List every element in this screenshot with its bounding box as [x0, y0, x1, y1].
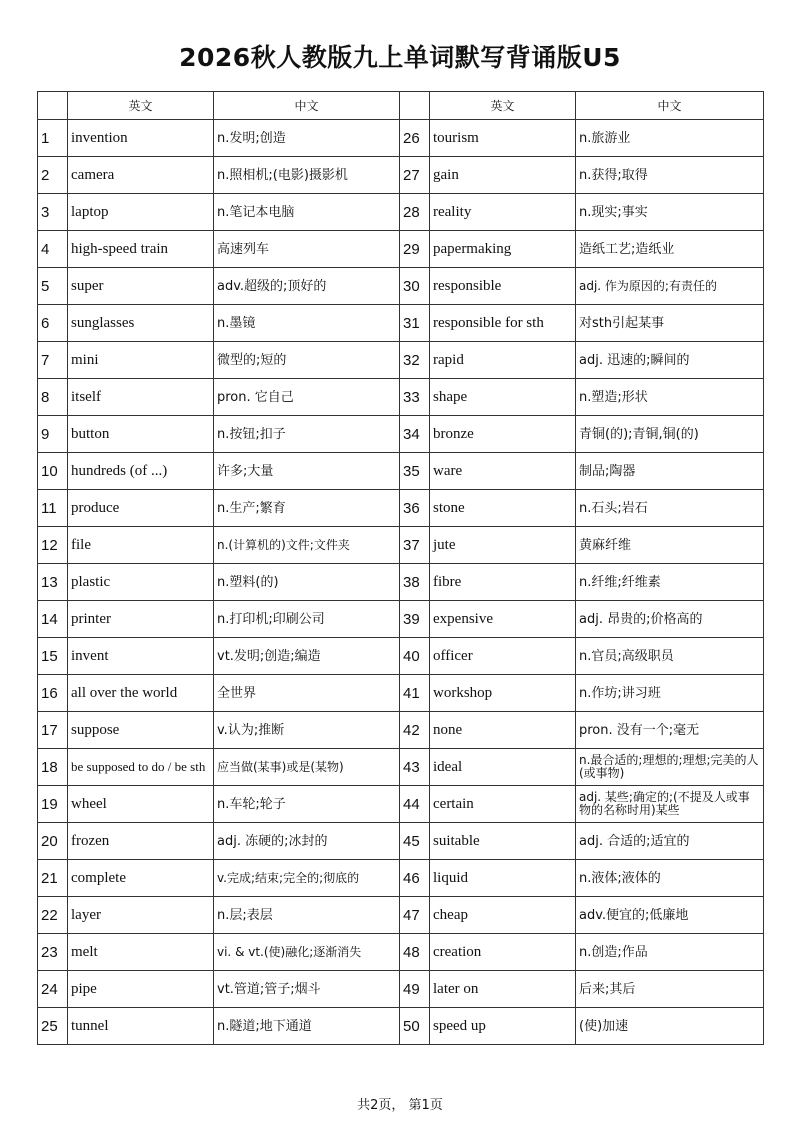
chinese-meaning: 全世界 — [214, 675, 400, 712]
header-english-left: 英文 — [68, 92, 214, 120]
word-number: 8 — [38, 379, 68, 416]
word-number: 25 — [38, 1008, 68, 1045]
english-word: be supposed to do / be sth — [68, 749, 214, 786]
chinese-meaning: n.现实;事实 — [576, 194, 764, 231]
english-word: bronze — [430, 416, 576, 453]
chinese-meaning: n.照相机;(电影)摄影机 — [214, 157, 400, 194]
word-number: 45 — [400, 823, 430, 860]
chinese-meaning: adj. 合适的;适宜的 — [576, 823, 764, 860]
table-row — [38, 416, 764, 453]
chinese-meaning: n.墨镜 — [214, 305, 400, 342]
chinese-meaning: vt.发明;创造;编造 — [214, 638, 400, 675]
word-number: 34 — [400, 416, 430, 453]
english-word: high-speed train — [68, 231, 214, 268]
word-number: 2 — [38, 157, 68, 194]
table-row — [38, 712, 764, 749]
chinese-meaning: 青铜(的);青铜,铜(的) — [576, 416, 764, 453]
english-word: frozen — [68, 823, 214, 860]
chinese-meaning: adj. 冻硬的;冰封的 — [214, 823, 400, 860]
header-number-right — [400, 92, 430, 120]
chinese-meaning: 高速列车 — [214, 231, 400, 268]
table-row — [38, 823, 764, 860]
chinese-meaning: pron. 没有一个;毫无 — [576, 712, 764, 749]
table-row — [38, 601, 764, 638]
word-number: 30 — [400, 268, 430, 305]
english-word: produce — [68, 490, 214, 527]
table-row — [38, 453, 764, 490]
chinese-meaning: pron. 它自己 — [214, 379, 400, 416]
chinese-meaning: n.生产;繁育 — [214, 490, 400, 527]
english-word: tunnel — [68, 1008, 214, 1045]
word-number: 10 — [38, 453, 68, 490]
chinese-meaning: adj. 昂贵的;价格高的 — [576, 601, 764, 638]
english-word: wheel — [68, 786, 214, 823]
english-word: suppose — [68, 712, 214, 749]
chinese-meaning: adv.超级的;顶好的 — [214, 268, 400, 305]
header-chinese-right: 中文 — [576, 92, 764, 120]
word-number: 20 — [38, 823, 68, 860]
table-row — [38, 527, 764, 564]
header-number-left — [38, 92, 68, 120]
chinese-meaning: 造纸工艺;造纸业 — [576, 231, 764, 268]
word-number: 23 — [38, 934, 68, 971]
english-word: pipe — [68, 971, 214, 1008]
chinese-meaning: v.完成;结束;完全的;彻底的 — [214, 860, 400, 897]
chinese-meaning: n.旅游业 — [576, 120, 764, 157]
english-word: plastic — [68, 564, 214, 601]
table-row — [38, 749, 764, 786]
word-number: 6 — [38, 305, 68, 342]
english-word: sunglasses — [68, 305, 214, 342]
chinese-meaning: n.纤维;纤维素 — [576, 564, 764, 601]
word-number: 19 — [38, 786, 68, 823]
english-word: button — [68, 416, 214, 453]
english-word: creation — [430, 934, 576, 971]
chinese-meaning: adj. 某些;确定的;(不提及人或事物的名称时用)某些 — [576, 786, 764, 823]
word-number: 22 — [38, 897, 68, 934]
english-word: none — [430, 712, 576, 749]
english-word: cheap — [430, 897, 576, 934]
header-chinese-left: 中文 — [214, 92, 400, 120]
chinese-meaning: n.石头;岩石 — [576, 490, 764, 527]
chinese-meaning: 微型的;短的 — [214, 342, 400, 379]
chinese-meaning: n.发明;创造 — [214, 120, 400, 157]
table-row — [38, 120, 764, 157]
english-word: liquid — [430, 860, 576, 897]
table-row — [38, 342, 764, 379]
word-number: 27 — [400, 157, 430, 194]
word-number: 47 — [400, 897, 430, 934]
table-row — [38, 379, 764, 416]
word-number: 26 — [400, 120, 430, 157]
word-number: 24 — [38, 971, 68, 1008]
chinese-meaning: n.塑料(的) — [214, 564, 400, 601]
vocabulary-table-body — [38, 120, 764, 1045]
english-word: rapid — [430, 342, 576, 379]
english-word: mini — [68, 342, 214, 379]
english-word: camera — [68, 157, 214, 194]
word-number: 46 — [400, 860, 430, 897]
table-row — [38, 786, 764, 823]
word-number: 35 — [400, 453, 430, 490]
chinese-meaning: adj. 迅速的;瞬间的 — [576, 342, 764, 379]
english-word: super — [68, 268, 214, 305]
chinese-meaning: n.最合适的;理想的;理想;完美的人(或事物) — [576, 749, 764, 786]
table-row — [38, 157, 764, 194]
page-title: 2026秋人教版九上单词默写背诵版U5 — [179, 43, 621, 72]
english-word: expensive — [430, 601, 576, 638]
english-word: itself — [68, 379, 214, 416]
word-number: 40 — [400, 638, 430, 675]
chinese-meaning: 对sth引起某事 — [576, 305, 764, 342]
word-number: 38 — [400, 564, 430, 601]
table-row — [38, 268, 764, 305]
table-row — [38, 231, 764, 268]
word-number: 48 — [400, 934, 430, 971]
table-row — [38, 305, 764, 342]
english-word: speed up — [430, 1008, 576, 1045]
word-number: 18 — [38, 749, 68, 786]
header-english-right: 英文 — [430, 92, 576, 120]
table-row — [38, 1008, 764, 1045]
word-number: 13 — [38, 564, 68, 601]
word-number: 12 — [38, 527, 68, 564]
chinese-meaning: vt.管道;管子;烟斗 — [214, 971, 400, 1008]
word-number: 36 — [400, 490, 430, 527]
chinese-meaning: vi. & vt.(使)融化;逐渐消失 — [214, 934, 400, 971]
chinese-meaning: 黄麻纤维 — [576, 527, 764, 564]
english-word: reality — [430, 194, 576, 231]
chinese-meaning: adj. 作为原因的;有责任的 — [576, 268, 764, 305]
chinese-meaning: 许多;大量 — [214, 453, 400, 490]
chinese-meaning: n.获得;取得 — [576, 157, 764, 194]
table-row — [38, 194, 764, 231]
word-number: 28 — [400, 194, 430, 231]
chinese-meaning: n.(计算机的)文件;文件夹 — [214, 527, 400, 564]
chinese-meaning: n.作坊;讲习班 — [576, 675, 764, 712]
word-number: 31 — [400, 305, 430, 342]
english-word: suitable — [430, 823, 576, 860]
table-row — [38, 490, 764, 527]
english-word: complete — [68, 860, 214, 897]
english-word: responsible for sth — [430, 305, 576, 342]
english-word: certain — [430, 786, 576, 823]
table-row — [38, 638, 764, 675]
word-number: 32 — [400, 342, 430, 379]
table-row — [38, 897, 764, 934]
english-word: invent — [68, 638, 214, 675]
chinese-meaning: adv.便宜的;低廉地 — [576, 897, 764, 934]
english-word: workshop — [430, 675, 576, 712]
word-number: 5 — [38, 268, 68, 305]
chinese-meaning: n.笔记本电脑 — [214, 194, 400, 231]
english-word: stone — [430, 490, 576, 527]
english-word: ideal — [430, 749, 576, 786]
table-row — [38, 564, 764, 601]
chinese-meaning: 制品;陶器 — [576, 453, 764, 490]
english-word: tourism — [430, 120, 576, 157]
english-word: file — [68, 527, 214, 564]
english-word: papermaking — [430, 231, 576, 268]
chinese-meaning: n.塑造;形状 — [576, 379, 764, 416]
chinese-meaning: (使)加速 — [576, 1008, 764, 1045]
page-footer: 共2页， 第1页 — [357, 1098, 443, 1113]
english-word: later on — [430, 971, 576, 1008]
english-word: responsible — [430, 268, 576, 305]
word-number: 7 — [38, 342, 68, 379]
english-word: laptop — [68, 194, 214, 231]
english-word: invention — [68, 120, 214, 157]
word-number: 9 — [38, 416, 68, 453]
word-number: 16 — [38, 675, 68, 712]
english-word: all over the world — [68, 675, 214, 712]
english-word: fibre — [430, 564, 576, 601]
word-number: 14 — [38, 601, 68, 638]
chinese-meaning: n.按钮;扣子 — [214, 416, 400, 453]
chinese-meaning: n.隧道;地下通道 — [214, 1008, 400, 1045]
table-row — [38, 934, 764, 971]
chinese-meaning: 后来;其后 — [576, 971, 764, 1008]
word-number: 50 — [400, 1008, 430, 1045]
english-word: layer — [68, 897, 214, 934]
english-word: hundreds (of ...) — [68, 453, 214, 490]
word-number: 39 — [400, 601, 430, 638]
chinese-meaning: n.官员;高级职员 — [576, 638, 764, 675]
table-row — [38, 860, 764, 897]
word-number: 3 — [38, 194, 68, 231]
word-number: 43 — [400, 749, 430, 786]
english-word: melt — [68, 934, 214, 971]
english-word: printer — [68, 601, 214, 638]
chinese-meaning: n.层;表层 — [214, 897, 400, 934]
chinese-meaning: n.打印机;印刷公司 — [214, 601, 400, 638]
word-number: 21 — [38, 860, 68, 897]
english-word: jute — [430, 527, 576, 564]
word-number: 42 — [400, 712, 430, 749]
chinese-meaning: v.认为;推断 — [214, 712, 400, 749]
word-number: 15 — [38, 638, 68, 675]
word-number: 11 — [38, 490, 68, 527]
chinese-meaning: n.液体;液体的 — [576, 860, 764, 897]
chinese-meaning: n.创造;作品 — [576, 934, 764, 971]
word-number: 44 — [400, 786, 430, 823]
word-number: 4 — [38, 231, 68, 268]
table-row — [38, 971, 764, 1008]
table-header-row — [38, 92, 764, 120]
vocabulary-table — [37, 91, 764, 1045]
chinese-meaning: n.车轮;轮子 — [214, 786, 400, 823]
chinese-meaning: 应当做(某事)或是(某物) — [214, 749, 400, 786]
word-number: 41 — [400, 675, 430, 712]
word-number: 1 — [38, 120, 68, 157]
word-number: 33 — [400, 379, 430, 416]
english-word: officer — [430, 638, 576, 675]
word-number: 17 — [38, 712, 68, 749]
english-word: gain — [430, 157, 576, 194]
english-word: shape — [430, 379, 576, 416]
word-number: 29 — [400, 231, 430, 268]
word-number: 49 — [400, 971, 430, 1008]
english-word: ware — [430, 453, 576, 490]
word-number: 37 — [400, 527, 430, 564]
table-row — [38, 675, 764, 712]
